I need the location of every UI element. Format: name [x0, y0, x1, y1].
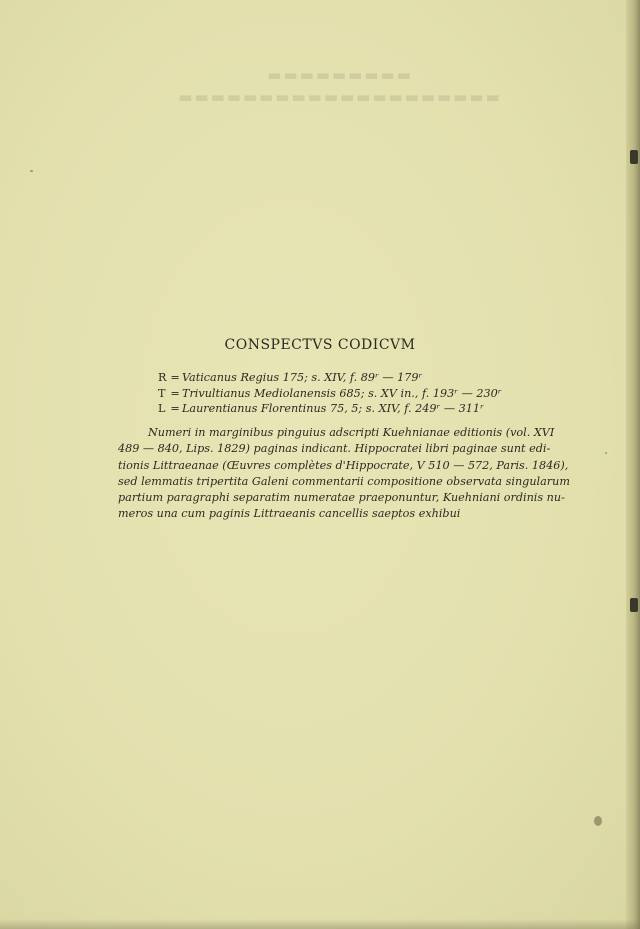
sigla-list	[158, 370, 558, 417]
note-line: Numeri in marginibus pinguius adscripti Kuehnianae editionis (vol. XVI	[148, 426, 555, 439]
siglum-letter: L	[158, 402, 166, 415]
siglum-letter: T	[158, 386, 166, 400]
paper-speck	[605, 452, 607, 454]
note-line: 489 — 840, Lips. 1829) paginas indicant. Hippocratei libri paginae sunt edi-	[118, 442, 551, 456]
page-edge-mark	[630, 150, 638, 164]
page-title: CONSPECTVS CODICVM	[224, 337, 416, 353]
note-line: partium paragraphi separatim numeratae praeponuntur, Kuehniani ordinis nu-	[118, 491, 565, 505]
page-bottom-shadow	[0, 919, 640, 929]
siglum-description: Vaticanus Regius 175; s. XIV, f. 89ʳ — 179ʳ	[182, 371, 423, 384]
paper-speck	[594, 816, 602, 826]
siglum-row	[158, 401, 558, 417]
siglum-equals: =	[170, 402, 180, 415]
siglum-equals: =	[170, 371, 180, 384]
paper-speck	[30, 170, 33, 172]
siglum-row	[158, 370, 558, 386]
siglum-letter: R	[158, 371, 167, 384]
note-line: sed lemmatis tripertita Galeni commentarii compositione observata singularum	[118, 474, 570, 488]
editorial-note	[118, 425, 570, 523]
bleed-through-text: ▬▬▬▬▬▬▬▬▬	[267, 66, 413, 84]
note-line: meros una cum paginis Littraeanis cancellis saeptos exhibui	[118, 507, 461, 521]
siglum-row	[158, 386, 558, 402]
siglum-description: Laurentianus Florentinus 75, 5; s. XIV, f. 249ʳ — 311ʳ	[182, 402, 484, 415]
siglum-equals: =	[170, 386, 180, 400]
bleed-through-text: ▬▬▬▬▬▬▬▬▬▬▬▬▬▬▬▬▬▬▬▬	[178, 88, 502, 106]
page-edge-mark	[630, 598, 638, 612]
page-edge	[626, 0, 640, 929]
note-line: tionis Littraeanae (Œuvres complètes d'Hippocrate, V 510 — 572, Paris. 1846),	[118, 458, 569, 472]
siglum-description: Trivultianus Mediolanensis 685; s. XV in., f. 193ʳ — 230ʳ	[182, 386, 502, 400]
